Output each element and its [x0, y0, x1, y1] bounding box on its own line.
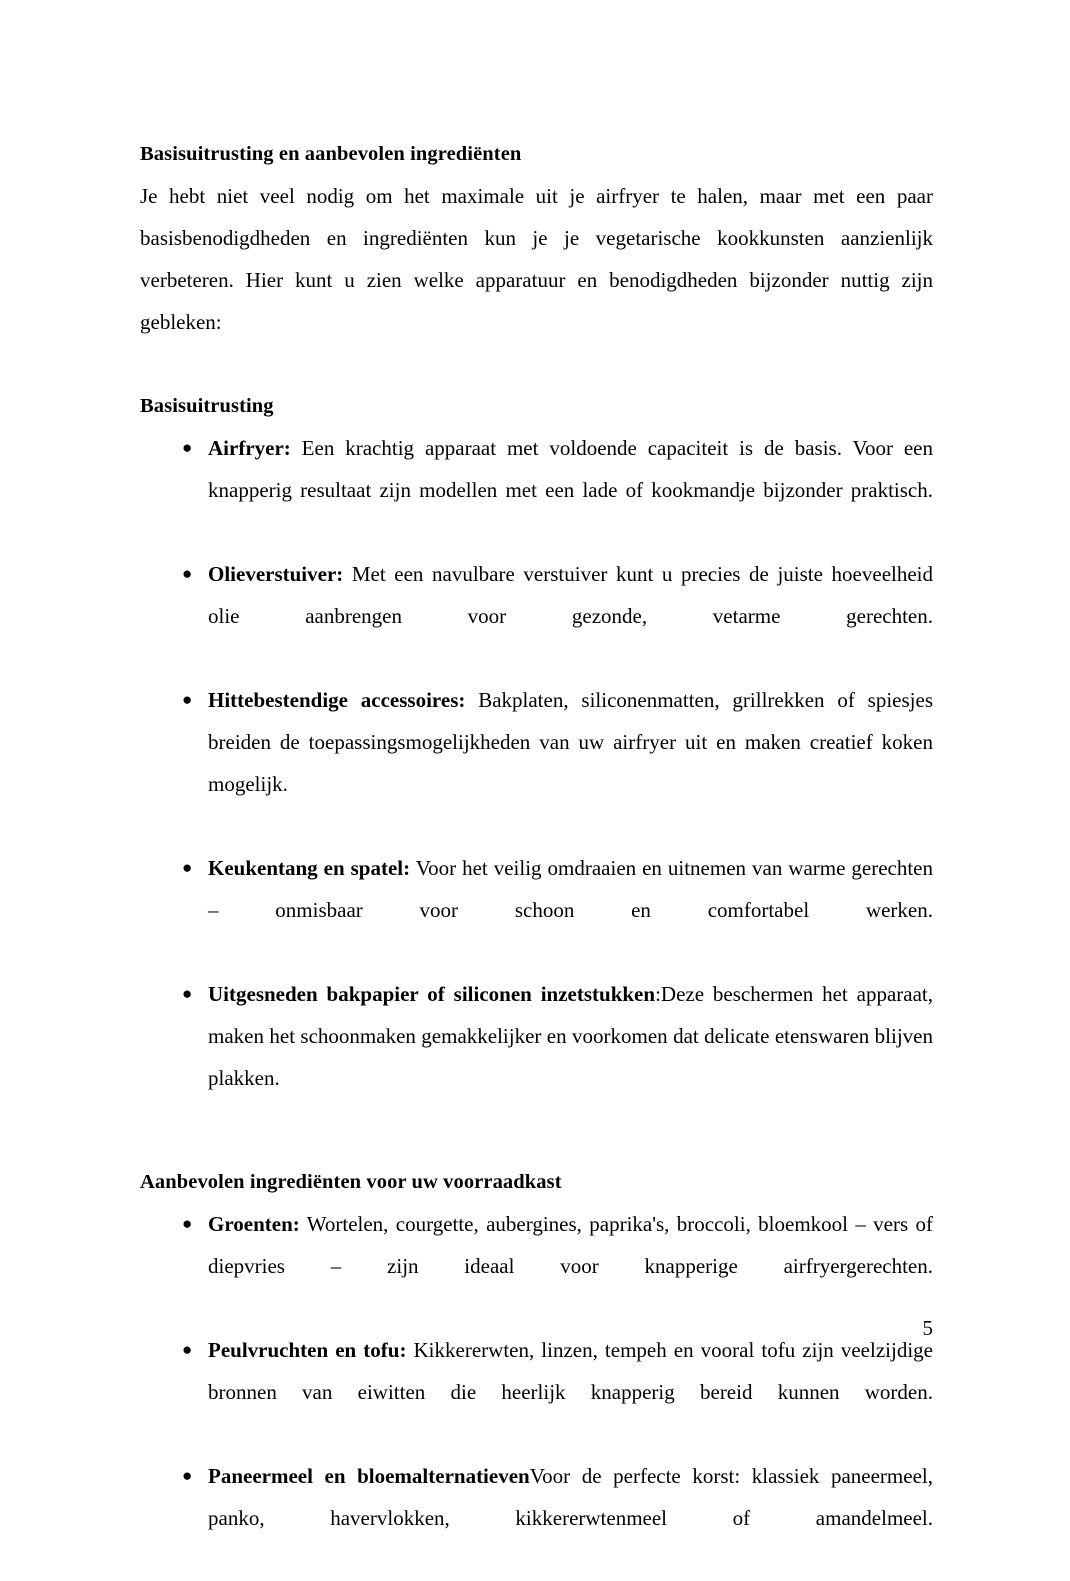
list-item: [140, 1203, 933, 1329]
list-item-lead: Peulvruchten en tofu:: [208, 1338, 407, 1362]
list-item: [140, 1455, 933, 1581]
section-heading-aanbevolen-ingredienten: Aanbevolen ingrediënten voor uw voorraadkast: [140, 1171, 562, 1193]
list-item: [140, 973, 933, 1141]
list-item-body: Voor het veilig omdraaien en uitnemen van warme gerechten – onmisbaar voor schoon en comfortabel werken.: [208, 856, 933, 922]
bullet-icon: ●: [182, 690, 193, 709]
list-item-body: Wortelen, courgette, aubergines, paprika's, broccoli, bloemkool – vers of diepvries – zijn ideaal voor knapperige airfryergerechten.: [208, 1212, 933, 1278]
intro-paragraph: Je hebt niet veel nodig om het maximale uit je airfryer te halen, maar met een paar basisbenodigdheden en ingrediënten kun je je vegetarische kookkunsten aanzienlijk verbeteren. Hier kunt u zien welke apparatuur en benodigdheden bijzonder nuttig zijn gebleken:: [140, 184, 933, 334]
bullet-icon: ●: [182, 438, 193, 457]
ingredienten-list: [140, 1203, 933, 1581]
list-item-lead: Uitgesneden bakpapier of siliconen inzetstukken: [208, 982, 656, 1006]
page-number: 5: [922, 1316, 933, 1340]
list-item: [140, 847, 933, 973]
list-item-body: Bakplaten, siliconenmatten, grillrekken of spiesjes breiden de toepassingsmogelijkheden van uw airfryer uit en maken creatief koken mogelijk.: [208, 688, 934, 796]
list-item-body: Kikkererwten, linzen, tempeh en vooral tofu zijn veelzijdige bronnen van eiwitten die heerlijk knapperig bereid kunnen worden.: [208, 1338, 933, 1404]
list-item-body: Een krachtig apparaat met voldoende capaciteit is de basis. Voor een knapperig resultaat zijn modellen met een lade of kookmandje bijzonder praktisch.: [208, 436, 933, 502]
basisuitrusting-list: [140, 427, 933, 1141]
bullet-icon: ●: [182, 984, 193, 1003]
list-item-body: Met een navulbare verstuiver kunt u precies de juiste hoeveelheid olie aanbrengen voor gezonde, vetarme gerechten.: [208, 562, 933, 628]
section-heading-basisuitrusting: Basisuitrusting: [140, 395, 274, 417]
bullet-icon: ●: [182, 564, 193, 583]
bullet-icon: ●: [182, 1214, 193, 1233]
bullet-icon: ●: [182, 1466, 193, 1485]
bullet-icon: ●: [182, 858, 193, 877]
page-title: Basisuitrusting en aanbevolen ingrediënten: [140, 143, 522, 165]
bullet-icon: ●: [182, 1340, 193, 1359]
list-item: [140, 427, 933, 553]
list-item-body: Voor de perfecte korst: klassiek paneermeel, panko, havervlokken, kikkererwtenmeel of amandelmeel.: [208, 1464, 933, 1530]
list-item-body: :Deze beschermen het apparaat, maken het schoonmaken gemakkelijker en voorkomen dat delicate etenswaren blijven plakken.: [208, 982, 933, 1090]
list-item-lead: Paneermeel en bloemalternatieven: [208, 1464, 530, 1488]
list-item: [140, 679, 933, 847]
list-item-lead: Airfryer:: [208, 436, 291, 460]
list-item: [140, 553, 933, 679]
document-content: [140, 133, 933, 1581]
list-item-lead: Olieverstuiver:: [208, 562, 344, 586]
list-item-lead: Groenten:: [208, 1212, 300, 1236]
list-item: [140, 1329, 933, 1455]
list-item-lead: Keukentang en spatel:: [208, 856, 411, 880]
list-item-lead: Hittebestendige accessoires:: [208, 688, 466, 712]
